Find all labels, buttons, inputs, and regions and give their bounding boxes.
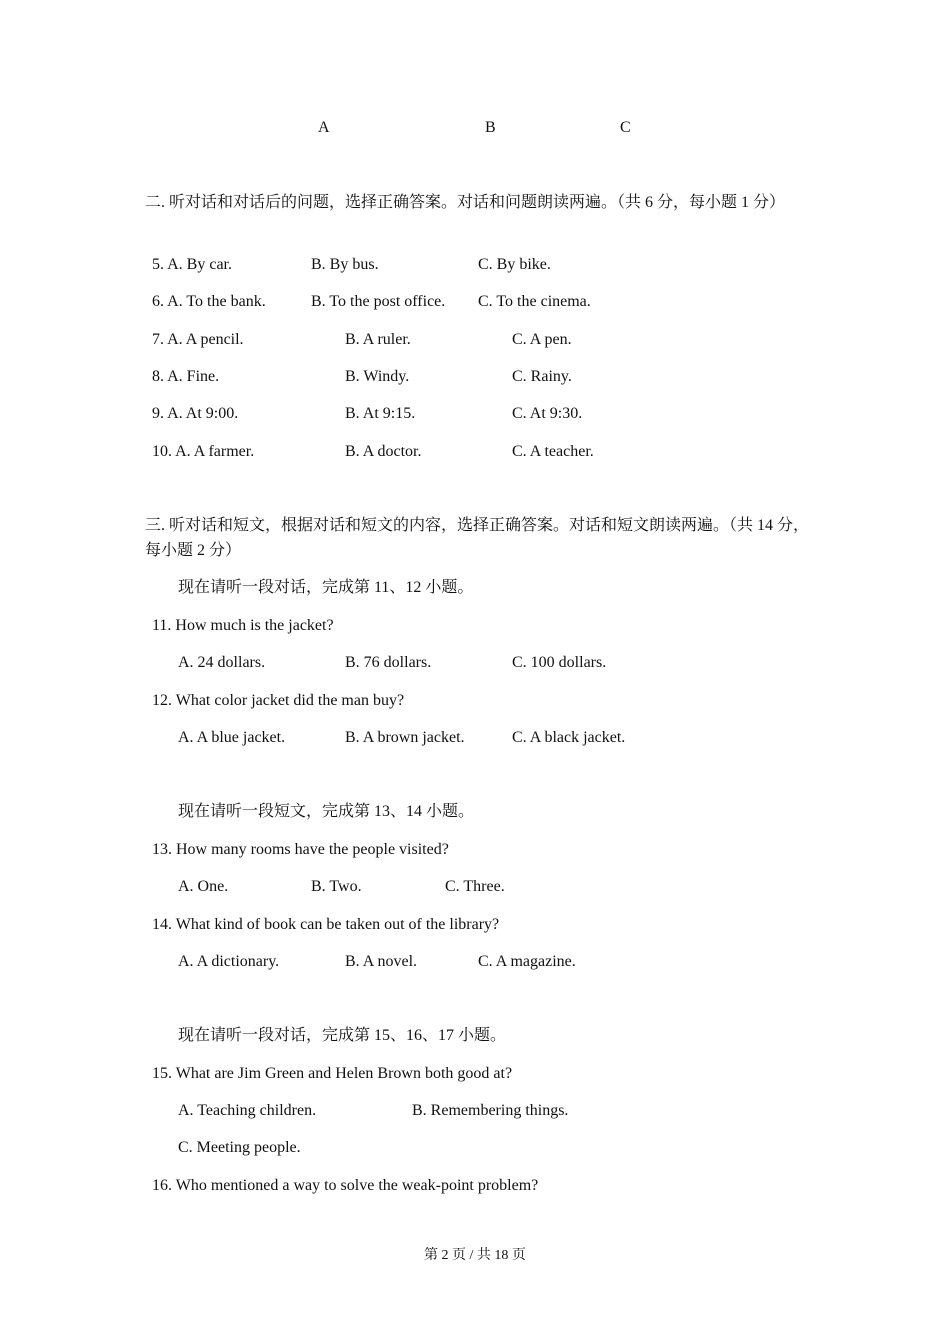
q15-option-b: B. Remembering things. <box>412 1102 569 1119</box>
q13-option-b: B. Two. <box>311 878 362 895</box>
q15-option-a: A. Teaching children. <box>178 1102 317 1119</box>
q12-option-a: A. A blue jacket. <box>178 729 286 746</box>
q6-option-a: 6. A. To the bank. <box>152 293 266 310</box>
q6-option-b: B. To the post office. <box>311 293 446 310</box>
q10-option-c: C. A teacher. <box>512 443 594 460</box>
q12-option-b: B. A brown jacket. <box>345 729 465 746</box>
section2-heading: 二. 听对话和对话后的问题，选择正确答案。对话和问题朗读两遍。（共 6 分，每小题 1 分） <box>145 194 786 211</box>
q14-option-c: C. A magazine. <box>478 953 576 970</box>
q9-option-a: 9. A. At 9:00. <box>152 405 239 422</box>
q15-text: 15. What are Jim Green and Helen Brown both good at? <box>152 1065 513 1082</box>
image-option-a-label: A <box>318 119 330 136</box>
q14-text: 14. What kind of book can be taken out of the library? <box>152 916 500 933</box>
q16-text: 16. Who mentioned a way to solve the weak-point problem? <box>152 1177 539 1194</box>
q11-option-c: C. 100 dollars. <box>512 654 607 671</box>
q10-option-a: 10. A. A farmer. <box>152 443 255 460</box>
q8-option-c: C. Rainy. <box>512 368 572 385</box>
section3-heading: 三. 听对话和短文，根据对话和短文的内容，选择正确答案。对话和短文朗读两遍。（共 14 分，每小题 2 分） <box>145 517 810 559</box>
q7-option-c: C. A pen. <box>512 331 572 348</box>
q8-option-a: 8. A. Fine. <box>152 368 220 385</box>
q6-option-c: C. To the cinema. <box>478 293 591 310</box>
q13-option-c: C. Three. <box>445 878 505 895</box>
section3-intro-dialogue-2: 现在请听一段对话，完成第 15、16、17 小题。 <box>178 1027 507 1044</box>
section3-intro-passage: 现在请听一段短文，完成第 13、14 小题。 <box>178 803 475 820</box>
q12-text: 12. What color jacket did the man buy? <box>152 692 405 709</box>
q14-option-a: A. A dictionary. <box>178 953 280 970</box>
q11-option-a: A. 24 dollars. <box>178 654 266 671</box>
q15-option-c: C. Meeting people. <box>178 1139 301 1156</box>
q12-option-c: C. A black jacket. <box>512 729 626 746</box>
q11-option-b: B. 76 dollars. <box>345 654 432 671</box>
q11-text: 11. How much is the jacket? <box>152 617 334 634</box>
q8-option-b: B. Windy. <box>345 368 410 385</box>
q5-option-a: 5. A. By car. <box>152 256 232 273</box>
q7-option-a: 7. A. A pencil. <box>152 331 244 348</box>
q9-option-c: C. At 9:30. <box>512 405 583 422</box>
section3-intro-dialogue-1: 现在请听一段对话，完成第 11、12 小题。 <box>178 579 474 596</box>
page-footer: 第 2 页 / 共 18 页 <box>424 1248 526 1263</box>
q13-text: 13. How many rooms have the people visited? <box>152 841 449 858</box>
image-option-b-label: B <box>485 119 496 136</box>
q5-option-b: B. By bus. <box>311 256 379 273</box>
q13-option-a: A. One. <box>178 878 229 895</box>
q5-option-c: C. By bike. <box>478 256 551 273</box>
q7-option-b: B. A ruler. <box>345 331 411 348</box>
image-option-c-label: C <box>620 119 631 136</box>
q9-option-b: B. At 9:15. <box>345 405 416 422</box>
q10-option-b: B. A doctor. <box>345 443 422 460</box>
q14-option-b: B. A novel. <box>345 953 418 970</box>
